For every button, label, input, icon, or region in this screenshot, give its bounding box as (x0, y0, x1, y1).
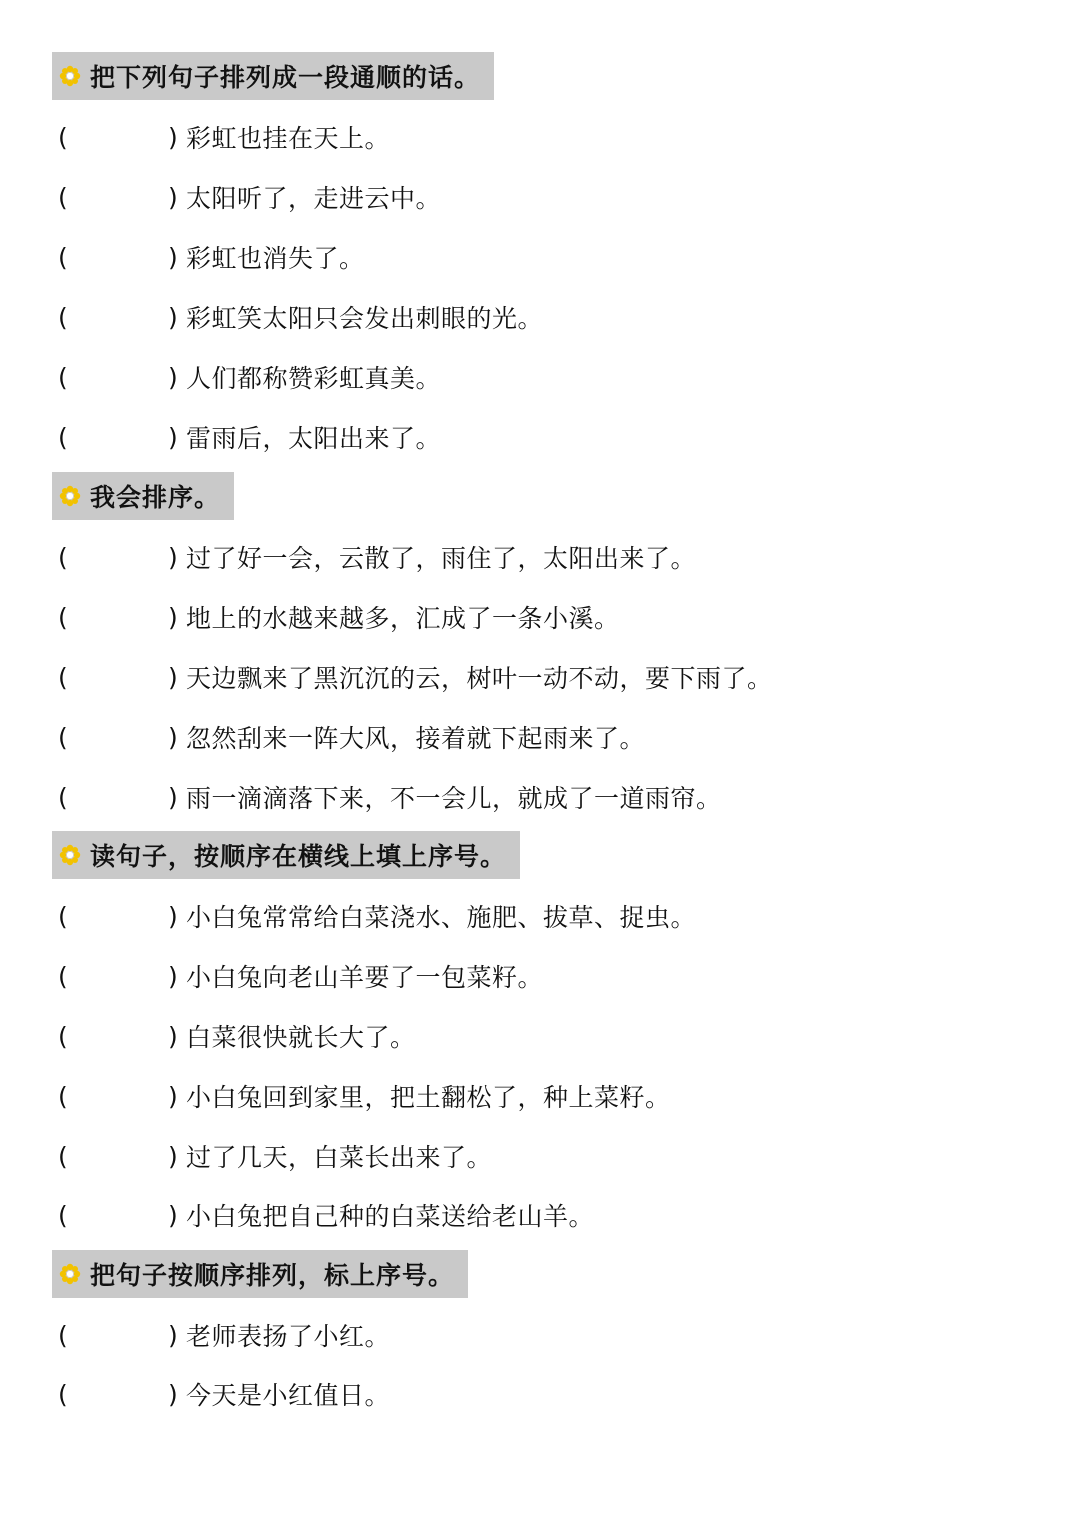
list-item (58, 297, 543, 337)
answer-blank-close: ) (168, 422, 178, 452)
answer-blank-close: ) (168, 542, 178, 572)
answer-blank-open[interactable]: ( (58, 1141, 68, 1171)
answer-blank-open[interactable]: ( (58, 1021, 68, 1051)
flower-bullet-icon (58, 1262, 82, 1286)
answer-blank-open[interactable]: ( (58, 1081, 68, 1111)
section-title: 把下列句子排列成一段通顺的话。 (90, 63, 481, 92)
item-text: 小白兔向老山羊要了一包菜籽。 (186, 963, 544, 992)
list-item (58, 597, 620, 637)
item-text: 小白兔常常给白菜浇水、施肥、拔草、捉虫。 (186, 903, 697, 932)
answer-blank-open[interactable]: ( (58, 722, 68, 752)
answer-blank-close: ) (168, 242, 178, 272)
list-item (58, 357, 441, 397)
list-item (58, 537, 696, 577)
answer-blank-close: ) (168, 122, 178, 152)
answer-blank-close: ) (168, 901, 178, 931)
item-text: 雨一滴滴落下来，不一会儿，就成了一道雨帘。 (186, 784, 722, 813)
item-text: 彩虹也消失了。 (186, 244, 365, 273)
answer-blank-open[interactable]: ( (58, 961, 68, 991)
answer-blank-close: ) (168, 1081, 178, 1111)
list-item (58, 417, 441, 457)
section-header-3 (52, 831, 520, 879)
answer-blank-open[interactable]: ( (58, 1200, 68, 1230)
list-item (58, 1076, 671, 1116)
item-text: 小白兔回到家里，把土翻松了，种上菜籽。 (186, 1083, 671, 1112)
answer-blank-open[interactable]: ( (58, 242, 68, 272)
flower-bullet-icon (58, 484, 82, 508)
answer-blank-close: ) (168, 1021, 178, 1051)
answer-blank-close: ) (168, 1200, 178, 1230)
item-text: 过了几天，白菜长出来了。 (186, 1143, 493, 1172)
item-text: 人们都称赞彩虹真美。 (186, 364, 442, 393)
section-title: 读句子，按顺序在横线上填上序号。 (90, 842, 507, 871)
answer-blank-open[interactable]: ( (58, 782, 68, 812)
list-item (58, 777, 722, 817)
answer-blank-close: ) (168, 961, 178, 991)
answer-blank-open[interactable]: ( (58, 422, 68, 452)
item-text: 小白兔把自己种的白菜送给老山羊。 (186, 1202, 595, 1231)
list-item (58, 717, 645, 757)
item-text: 彩虹也挂在天上。 (186, 124, 391, 153)
item-text: 过了好一会，云散了，雨住了，太阳出来了。 (186, 544, 697, 573)
flower-bullet-icon (58, 64, 82, 88)
list-item (58, 237, 365, 277)
item-text: 天边飘来了黑沉沉的云，树叶一动不动，要下雨了。 (186, 664, 773, 693)
answer-blank-open[interactable]: ( (58, 302, 68, 332)
answer-blank-open[interactable]: ( (58, 602, 68, 632)
list-item (58, 956, 543, 996)
answer-blank-open[interactable]: ( (58, 662, 68, 692)
list-item (58, 1016, 416, 1056)
answer-blank-close: ) (168, 782, 178, 812)
answer-blank-close: ) (168, 1379, 178, 1409)
flower-bullet-icon (58, 843, 82, 867)
list-item (58, 117, 390, 157)
answer-blank-close: ) (168, 362, 178, 392)
item-text: 雷雨后，太阳出来了。 (186, 424, 442, 453)
answer-blank-open[interactable]: ( (58, 901, 68, 931)
item-text: 彩虹笑太阳只会发出刺眼的光。 (186, 304, 544, 333)
section-header-4 (52, 1250, 468, 1298)
answer-blank-close: ) (168, 602, 178, 632)
section-title: 我会排序。 (90, 483, 221, 512)
section-title: 把句子按顺序排列，标上序号。 (90, 1261, 455, 1290)
answer-blank-close: ) (168, 662, 178, 692)
answer-blank-open[interactable]: ( (58, 122, 68, 152)
list-item (58, 1136, 492, 1176)
list-item (58, 1315, 390, 1355)
section-header-1 (52, 52, 494, 100)
answer-blank-open[interactable]: ( (58, 182, 68, 212)
item-text: 太阳听了，走进云中。 (186, 184, 442, 213)
item-text: 忽然刮来一阵大风，接着就下起雨来了。 (186, 724, 646, 753)
answer-blank-close: ) (168, 302, 178, 332)
answer-blank-open[interactable]: ( (58, 362, 68, 392)
item-text: 今天是小红值日。 (186, 1381, 391, 1410)
item-text: 白菜很快就长大了。 (186, 1023, 416, 1052)
list-item (58, 177, 441, 217)
answer-blank-open[interactable]: ( (58, 1379, 68, 1409)
section-header-2 (52, 472, 234, 520)
list-item (58, 657, 773, 697)
answer-blank-close: ) (168, 722, 178, 752)
list-item (58, 896, 696, 936)
list-item (58, 1195, 594, 1235)
item-text: 地上的水越来越多，汇成了一条小溪。 (186, 604, 620, 633)
item-text: 老师表扬了小红。 (186, 1322, 391, 1351)
answer-blank-close: ) (168, 1141, 178, 1171)
answer-blank-close: ) (168, 1320, 178, 1350)
answer-blank-open[interactable]: ( (58, 1320, 68, 1350)
list-item (58, 1374, 390, 1414)
answer-blank-open[interactable]: ( (58, 542, 68, 572)
answer-blank-close: ) (168, 182, 178, 212)
